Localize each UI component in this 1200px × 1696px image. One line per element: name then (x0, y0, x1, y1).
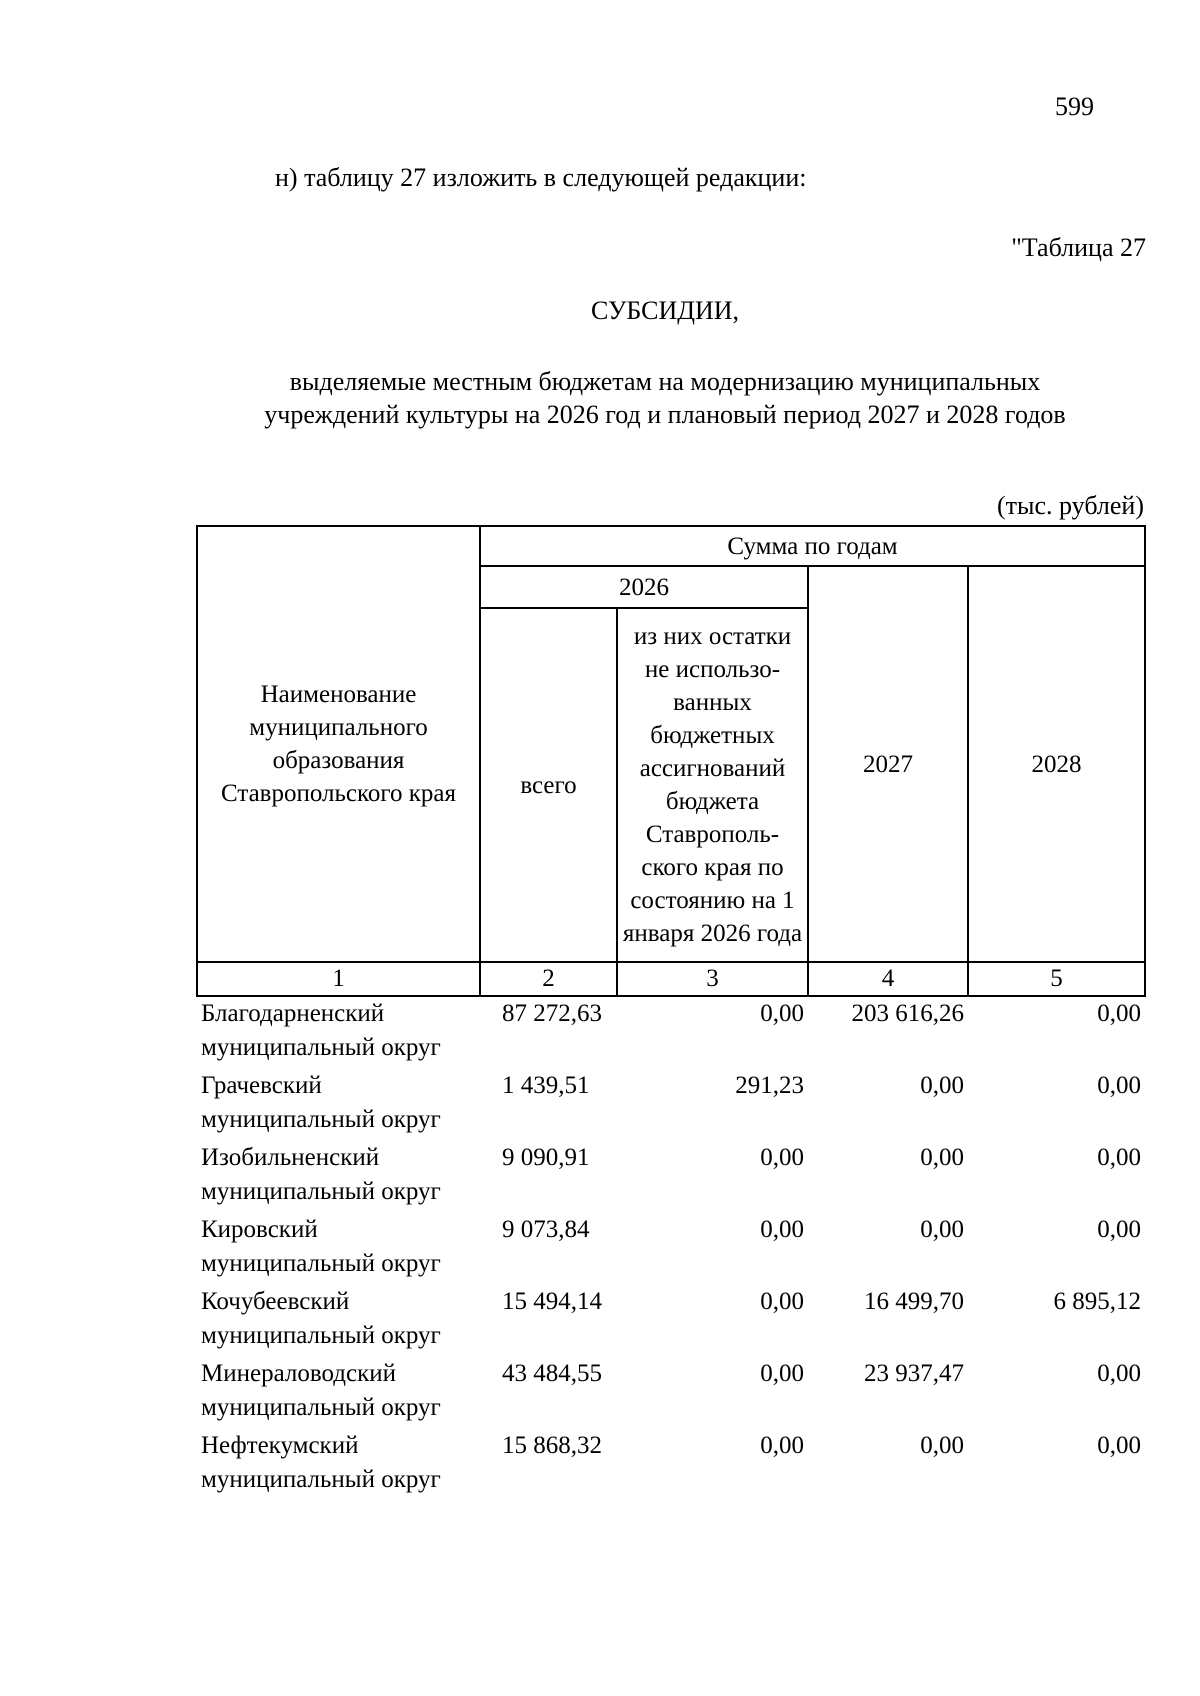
municipality-name: Кочубеевский муниципальный округ (201, 1288, 441, 1349)
amount-2028-cell: 0,00 (1097, 1000, 1142, 1027)
amount-2027-cell: 23 937,47 (864, 1360, 964, 1387)
table-row (197, 1285, 1145, 1357)
amount-2027-cell: 0,00 (920, 1144, 964, 1171)
municipality-name: Грачевский муниципальный округ (201, 1072, 441, 1133)
subtitle-line-1: выделяемые местным бюджетам на модернизацию муниципальных (289, 367, 1041, 396)
subsidies-table (196, 525, 1146, 1501)
remainder-2026-cell: 0,00 (760, 1360, 804, 1387)
header-year-2026: 2026 (480, 566, 808, 608)
amount-2028-cell: 0,00 (1097, 1072, 1142, 1099)
table-header (197, 526, 1145, 996)
municipality-name: Нефтекумский муниципальный округ (201, 1432, 441, 1493)
header-total: всего (480, 608, 617, 962)
municipality-name: Кировский муниципальный округ (201, 1216, 441, 1277)
page-number: 599 (1055, 92, 1094, 121)
units-label: (тыс. рублей) (996, 491, 1144, 520)
total-2026-cell: 9 090,91 (502, 1144, 590, 1171)
table-row (197, 1429, 1145, 1501)
document-subtitle (200, 365, 1130, 431)
amount-2027-cell: 0,00 (920, 1072, 964, 1099)
municipality-name: Изобильненский муниципальный округ (201, 1144, 441, 1205)
amount-2027-cell: 0,00 (920, 1216, 964, 1243)
column-number-5: 5 (968, 962, 1145, 996)
total-2026-cell: 9 073,84 (502, 1216, 590, 1243)
amount-2028-cell: 0,00 (1097, 1432, 1142, 1459)
amount-2027-cell: 16 499,70 (864, 1288, 964, 1315)
table-row (197, 996, 1145, 1069)
header-row-sum (197, 526, 1145, 566)
amount-2028-cell: 0,00 (1097, 1144, 1142, 1171)
column-number-1: 1 (197, 962, 480, 996)
header-remainder: из них остатки не использо-ванных бюджетных ассигнований бюджета Ставрополь-ского края по состоянию на 1 января 2026 года (617, 608, 808, 962)
table-row (197, 1069, 1145, 1141)
column-number-2: 2 (480, 962, 617, 996)
total-2026-cell: 15 494,14 (502, 1288, 602, 1315)
total-2026-cell: 15 868,32 (502, 1432, 602, 1459)
amount-2028-cell: 6 895,12 (1053, 1288, 1142, 1315)
total-2026-cell: 87 272,63 (502, 1000, 602, 1027)
remainder-2026-cell: 0,00 (760, 1144, 804, 1171)
remainder-2026-cell: 0,00 (760, 1000, 804, 1027)
subtitle-line-2: учреждений культуры на 2026 год и плановый период 2027 и 2028 годов (264, 400, 1066, 429)
amount-2027-cell: 203 616,26 (851, 1000, 964, 1027)
header-year-2027: 2027 (808, 566, 968, 962)
table-row (197, 1357, 1145, 1429)
table-row (197, 1213, 1145, 1285)
remainder-2026-cell: 0,00 (760, 1288, 804, 1315)
table-row (197, 1141, 1145, 1213)
header-row-numbers (197, 962, 1145, 996)
amount-2028-cell: 0,00 (1097, 1216, 1142, 1243)
total-2026-cell: 1 439,51 (502, 1072, 590, 1099)
amount-2027-cell: 0,00 (920, 1432, 964, 1459)
municipality-name: Минераловодский муниципальный округ (201, 1360, 441, 1421)
intro-paragraph: н) таблицу 27 изложить в следующей редакции: (275, 163, 807, 192)
header-municipality: Наименование муниципального образования Ставропольского края (197, 526, 480, 962)
total-2026-cell: 43 484,55 (502, 1360, 602, 1387)
table-label: "Таблица 27 (1011, 233, 1146, 262)
municipality-name: Благодарненский муниципальный округ (201, 1000, 441, 1061)
column-number-3: 3 (617, 962, 808, 996)
document-title: СУБСИДИИ, (590, 296, 740, 325)
header-sum-by-years: Сумма по годам (480, 526, 1145, 566)
remainder-2026-cell: 0,00 (760, 1432, 804, 1459)
header-year-2028: 2028 (968, 566, 1145, 962)
amount-2028-cell: 0,00 (1097, 1360, 1142, 1387)
column-number-4: 4 (808, 962, 968, 996)
remainder-2026-cell: 0,00 (760, 1216, 804, 1243)
remainder-2026-cell: 291,23 (735, 1072, 804, 1099)
table-body (197, 996, 1145, 1501)
